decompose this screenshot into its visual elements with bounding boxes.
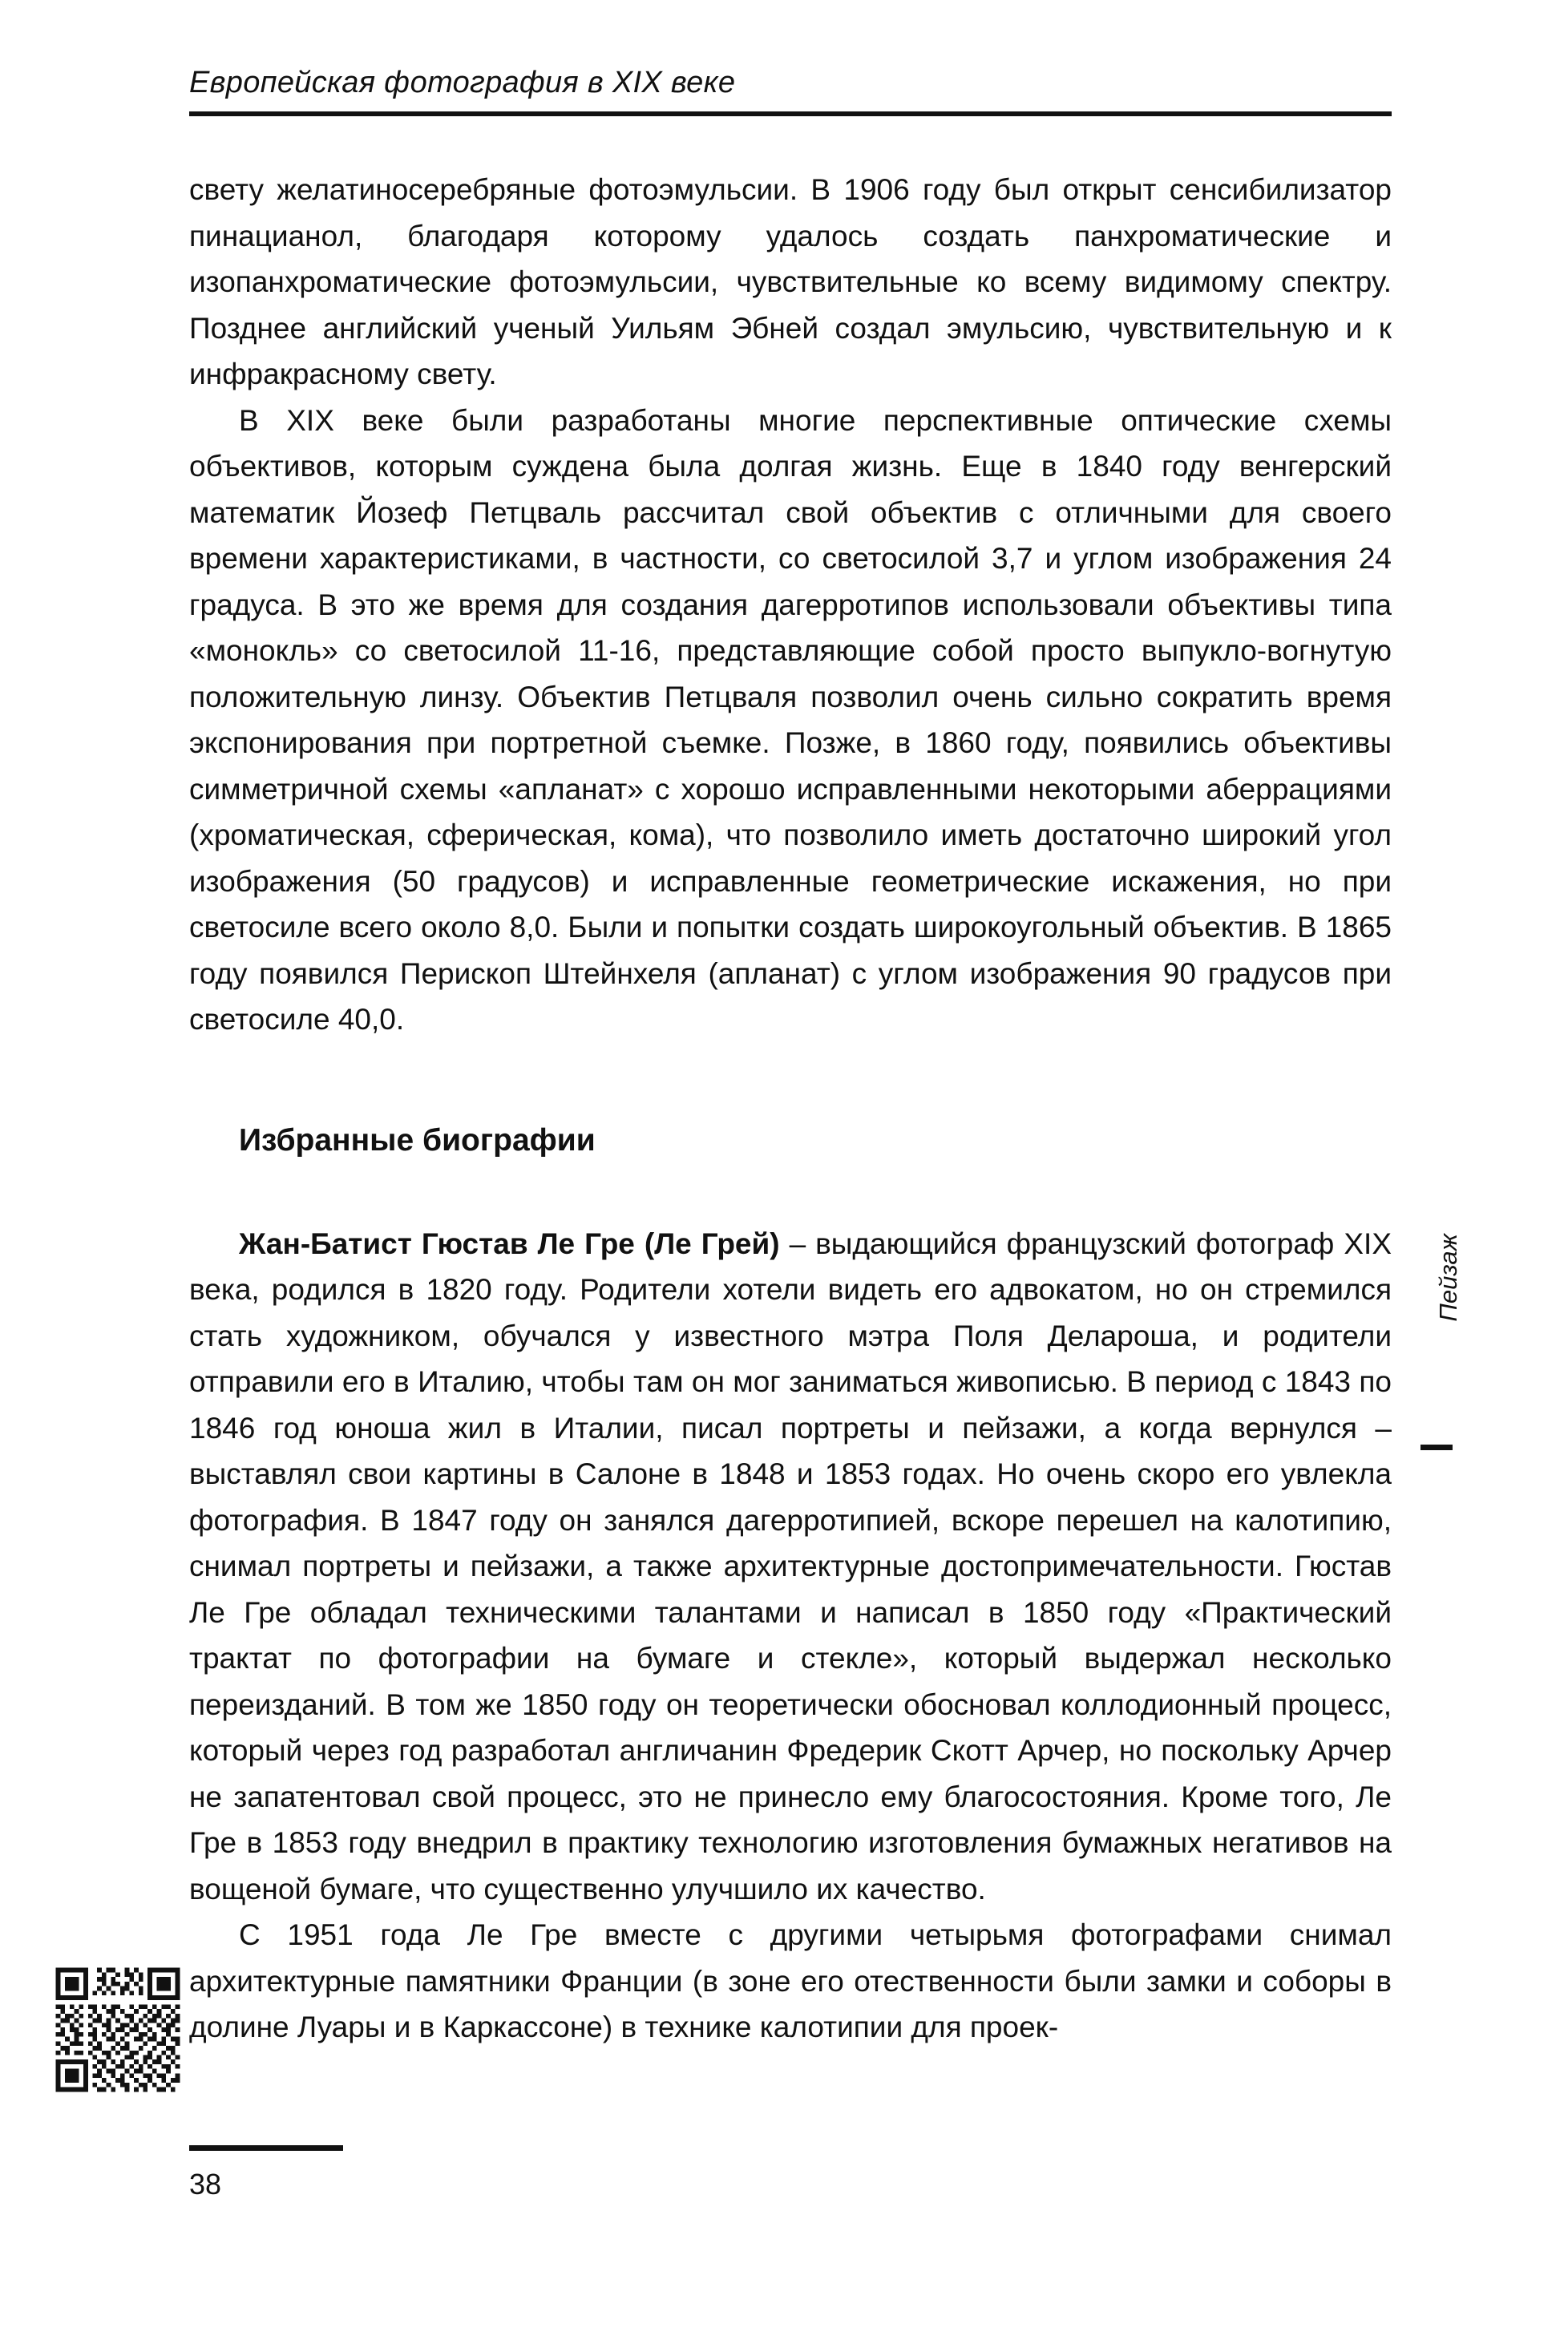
footer-rule [189, 2145, 343, 2151]
paragraph-1951-monuments: С 1951 года Ле Гре вместе с другими четырьмя фотографами снимал архитектурные памятники Франции (в зоне его отественности были замки и соборы в долине Луары и в Каркассоне) в технике калотипии для проек- [189, 1918, 1392, 2043]
margin-tab-landscape [1419, 1225, 1467, 1489]
running-head [189, 66, 1392, 116]
biography-body-text: – выдающийся французский фотограф XIX века, родился в 1820 году. Родители хотели видеть его адвокатом, но он стремился стать художником, обучался у известного мэтра Поля Делароша, и родители отправили его в Италию, чтобы там он мог заниматься живописью. В период с 1843 по 1846 год юноша жил в Италии, писал портреты и пейзажи, а когда вернулся – выставлял свои картины в Салоне в 1848 и 1853 годах. Но очень скоро его увлекла фотография. В 1847 году он занялся дагерротипией, вскоре перешел на калотипию, снимал портреты и пейзажи, а также архитектурные достопримечательности. Гюстав Ле Гре обладал техническими талантами и написал в 1850 году «Практический трактат по фотографии на бумаге и стекле», который выдержал несколько переизданий. В том же 1850 году он теоретически обосновал коллодионный процесс, который через год разработал англичанин Фредерик Скотт Арчер, но поскольку Арчер не запатентовал свой процесс, это не принесло ему благосостояния. Кроме того, Ле Гре в 1853 году внедрил в практику технологию изготовления бумажных негативов на вощеной бумаге, что существенно улучшило их качество. [189, 1227, 1392, 1906]
qr-code-icon [51, 1963, 184, 2096]
heading-spacer [189, 1162, 1392, 1221]
paragraph-continuation: свету желатиносеребряные фотоэмульсии. В 1906 году был открыт сенсибилизатор пинацианол, благодаря которому удалось создать панхроматические и изопанхроматические фотоэмульсии, чувствительные ко всему видимому спектру. Позднее английский ученый Уильям Эбней создал эмульсию, чувствительную и к инфракрасному свету. [189, 173, 1392, 390]
margin-tab-label: Пейзаж [1434, 1234, 1462, 1322]
margin-tab-rule [1420, 1445, 1453, 1450]
biography-subject-name: Жан-Батист Гюстав Ле Гре (Ле Грей) [239, 1227, 780, 1260]
running-head-rule [189, 111, 1392, 116]
text-column [189, 167, 1392, 2051]
running-head-title: Европейская фотография в XIX веке [189, 66, 736, 99]
section-spacer [189, 1043, 1392, 1120]
page-footer [189, 2145, 510, 2201]
section-heading-selected-biographies: Избранные биографии [239, 1122, 596, 1158]
page-number: 38 [189, 2168, 222, 2201]
paragraph-lens-schemes: В XIX веке были разработаны многие перспективные оптические схемы объективов, которым суждена была долгая жизнь. Еще в 1840 году венгерский математик Йозеф Петцваль рассчитал свой объектив с отличными для своего времени характеристиками, в частности, со светосилой 3,7 и углом изображения 24 градуса. В это же время для создания дагерротипов использовали объективы типа «монокль» со светосилой 11-16, представляющие собой просто выпукло-вогнутую положительную линзу. Объектив Петцваля позволил очень сильно сократить время экспонирования при портретной съемке. Позже, в 1860 году, появились объективы симметричной схемы «апланат» с хорошо исправленными некоторыми аберрациями (хроматическая, сферическая, кома), что позволило иметь достаточно широкий угол изображения (50 градусов) и исправленные геометрические искажения, но при светосиле всего около 8,0. Были и попытки создать широкоугольный объектив. В 1865 году появился Перископ Штейнхеля (апланат) с углом изображения 90 градусов при светосиле 40,0. [189, 403, 1392, 1036]
paragraph-biography-le-gray [189, 1221, 1392, 1913]
